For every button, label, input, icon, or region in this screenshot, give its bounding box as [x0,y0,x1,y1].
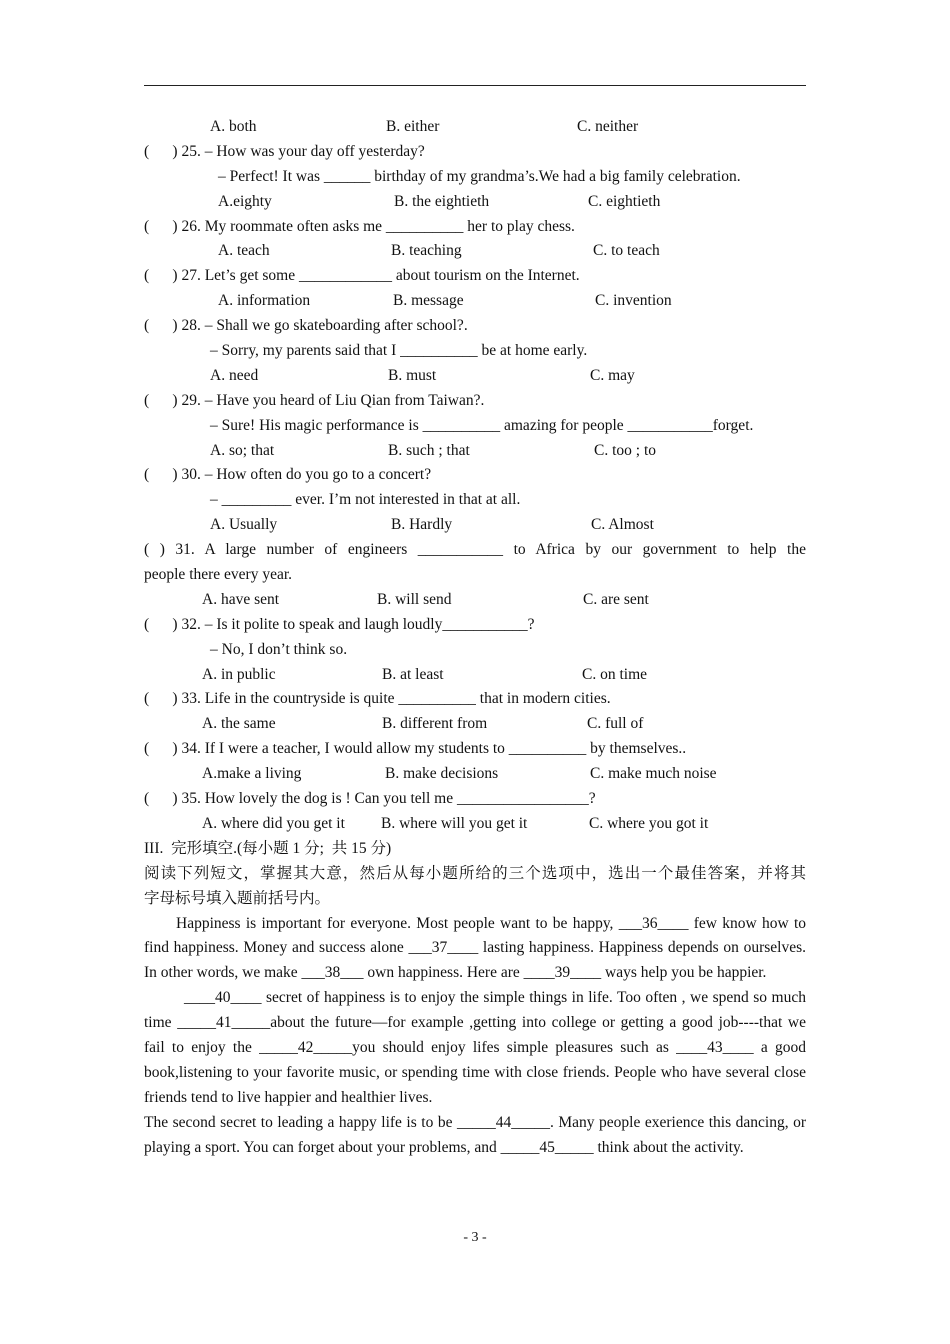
options-q35 [144,812,806,837]
option-b: B. such ; that [388,441,470,459]
options-q30 [144,513,806,538]
page-number: - 3 - [463,1230,487,1245]
question-28-answer: – Sorry, my parents said that I __________ be at home early. [210,342,588,360]
option-a: A. information [218,292,311,310]
question-27: ( ) 27. Let’s get some ____________ about tourism on the Internet. [144,267,580,285]
question-30: ( ) 30. – How often do you go to a concert? [144,466,432,484]
question-31-cont: people there every year. [144,566,293,584]
option-b: B. Hardly [391,516,453,534]
option-c: C. full of [587,715,644,733]
options-q26 [144,239,806,264]
option-c: C. neither [577,118,639,135]
option-a: A. in public [202,665,276,683]
options-q25 [144,190,806,215]
options-q29 [144,439,806,464]
option-b: B. will send [377,590,452,608]
option-c: C. eightieth [588,192,661,210]
option-c: C. to teach [593,242,660,260]
question-35: ( ) 35. How lovely the dog is ! Can you tell me _________________? [144,790,596,808]
question-25-answer: – Perfect! It was ______ birthday of my grandma’s.We had a big family celebration. [218,167,741,185]
option-a: A.eighty [218,192,272,210]
option-a: A. so; that [210,441,275,459]
question-29: ( ) 29. – Have you heard of Liu Qian from Taiwan?. [144,391,485,409]
section-instruction-cont: 字母标号填入题前括号内。 [144,889,331,907]
question-32-answer: – No, I don’t think so. [210,640,348,658]
option-c: C. may [590,366,635,384]
question-26: ( ) 26. My roommate often asks me __________ her to play chess. [144,217,575,235]
option-b: B. at least [382,665,444,683]
option-c: C. where you got it [589,814,709,832]
options-q32 [144,663,806,688]
section-instruction: 阅读下列短文，掌握其大意，然后从每小题所给的三个选项中，选出一个最佳答案，并将其 [144,864,806,882]
option-b: B. where will you get it [381,814,528,832]
option-a: A. both [210,118,257,135]
question-29-answer: – Sure! His magic performance is __________ amazing for people ___________forget. [210,416,754,434]
option-c: C. Almost [591,516,654,534]
options-q27 [144,289,806,314]
option-c: C. too ; to [594,441,657,459]
option-b: B. different from [382,715,488,733]
option-a: A. teach [218,242,270,260]
option-c: C. invention [595,292,672,310]
option-c: C. are sent [583,590,649,608]
options-q24 [144,115,806,140]
option-b: B. must [388,366,437,384]
question-30-answer: – _________ ever. I’m not interested in that at all. [210,491,521,509]
cloze-paragraph-3: The second secret to leading a happy life is to be _____44_____. Many people exerience this dancing, or playing a sport. You can forget about your problems, and _____45_____ think about the activity. [144,1113,806,1156]
option-b: B. the eightieth [394,192,490,210]
options-q31 [144,588,806,613]
question-25: ( ) 25. – How was your day off yesterday? [144,142,425,160]
option-a: A. have sent [202,590,280,608]
options-q28 [144,364,806,389]
options-q34 [144,762,806,787]
option-a: A. the same [202,715,276,733]
header-rule [144,85,806,86]
option-a: A. Usually [210,516,278,534]
option-a: A. need [210,366,259,384]
question-31: ( ) 31. A large number of engineers ___________ to Africa by our government to help the [144,541,806,559]
cloze-paragraph-2: ____40____ secret of happiness is to enjoy the simple things in life. Too often , we spend so much time _____41_____about the future—for example ,getting into college or getting a good job----that we fail to enjoy the _____42_____you should enjoy lifes simple pleasures such as ____43____ a good book,listening to your favorite music, or spending time with close friends. People who have several close friends tend to live happier and healthier lives. [144,989,806,1106]
option-a: A.make a living [202,765,302,783]
question-28: ( ) 28. – Shall we go skateboarding after school?. [144,317,468,335]
option-c: C. on time [582,665,648,683]
option-b: B. teaching [391,242,462,260]
option-c: C. make much noise [590,765,717,783]
option-b: B. make decisions [385,765,499,783]
cloze-paragraph-1: Happiness is important for everyone. Most people want to be happy, ___36____ few know how to find happiness. Money and success alone ___37____ lasting happiness. Happiness depends on ourselves. In other words, we make ___38___ own happiness. Here are ____39____ ways help you be happier. [144,914,806,982]
options-q33 [144,712,806,737]
option-b: B. message [393,292,464,310]
option-b: B. either [386,118,440,135]
question-33: ( ) 33. Life in the countryside is quite __________ that in modern cities. [144,690,611,708]
exam-page [144,115,806,1161]
question-32: ( ) 32. – Is it polite to speak and laugh loudly___________? [144,615,535,633]
option-a: A. where did you get it [202,814,345,832]
question-34: ( ) 34. If I were a teacher, I would allow my students to __________ by themselves.. [144,740,687,758]
section-title: III. 完形填空.(每小题 1 分; 共 15 分) [144,839,392,857]
